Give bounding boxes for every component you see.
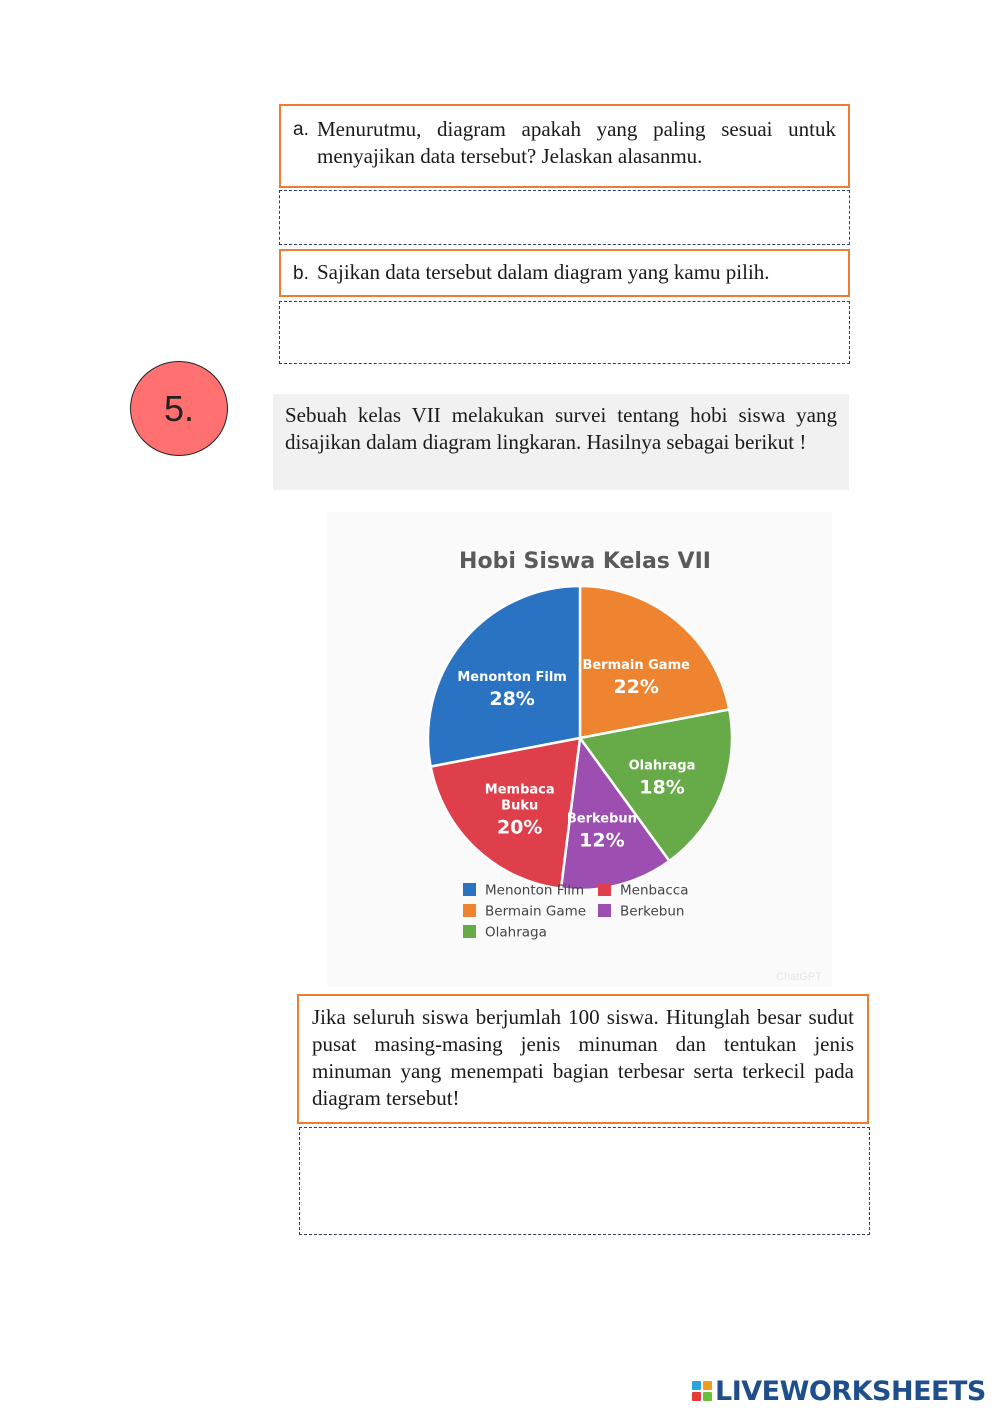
question-a-label: a. (293, 119, 309, 140)
chart-watermark: ChatGPT (776, 971, 822, 983)
slice-label-olahraga: Olahraga (628, 758, 696, 774)
pie-chart (327, 512, 832, 987)
slice-label-menonton-film: Menonton Film (457, 669, 567, 685)
question-a-box (279, 104, 850, 188)
problem-intro: Sebuah kelas VII melakukan survei tentang hobi siswa yang disajikan dalam diagram lingkaran. Hasilnya sebagai berikut ! (273, 394, 849, 490)
answer-b-field[interactable] (279, 301, 850, 364)
question-b-box (279, 249, 850, 297)
chart-legend (463, 883, 688, 941)
slice-value-berkebun: 12% (579, 829, 625, 852)
question-c-text: Jika seluruh siswa berjumlah 100 siswa. Hitunglah besar sudut pusat masing-masing jenis minuman dan tentukan jenis minuman yang menempati bagian terbesar serta terkecil pada diagram tersebut! (312, 1005, 854, 1110)
legend-swatch-menonton-film (463, 883, 476, 896)
slice-label-membaca-buku: Membaca (484, 782, 555, 798)
slice-label-berkebun: Berkebun (566, 811, 637, 827)
brand-text: LIVEWORKSHEETS (715, 1375, 986, 1407)
legend-swatch-olahraga (463, 925, 476, 938)
legend-swatch-berkebun (598, 904, 611, 917)
slice-value-olahraga: 18% (639, 776, 685, 799)
legend-label-olahraga: Olahraga (485, 924, 547, 941)
pie-chart-figure (327, 512, 832, 987)
slice-label-bermain-game: Bermain Game (582, 658, 690, 674)
question-a-text: Menurutmu, diagram apakah yang paling sesuai untuk menyajikan data tersebut? Jelaskan alasanmu. (317, 117, 836, 168)
legend-label-menbacca: Menbacca (620, 882, 689, 899)
legend-swatch-bermain-game (463, 904, 476, 917)
slice-value-menonton-film: 28% (489, 687, 535, 710)
question-b-label: b. (293, 263, 309, 284)
question-c-box (297, 994, 869, 1124)
answer-a-field[interactable] (279, 190, 850, 245)
legend-label-menonton-film: Menonton Film (485, 882, 585, 899)
answer-c-field[interactable] (299, 1127, 870, 1235)
liveworksheets-logo-icon (692, 1381, 712, 1401)
legend-swatch-menbacca (598, 883, 611, 896)
slice-label-membaca-buku: Buku (501, 798, 539, 814)
slice-value-membaca-buku: 20% (496, 816, 543, 839)
question-b-text: Sajikan data tersebut dalam diagram yang kamu pilih. (317, 260, 770, 284)
liveworksheets-logo (692, 1374, 986, 1408)
legend-label-berkebun: Berkebun (620, 903, 685, 920)
legend-label-bermain-game: Bermain Game (485, 903, 587, 920)
problem-number-badge (130, 361, 228, 456)
problem-number: 5. (163, 387, 195, 429)
slice-value-bermain-game: 22% (613, 676, 659, 699)
chart-title: Hobi Siswa Kelas VII (459, 549, 711, 574)
